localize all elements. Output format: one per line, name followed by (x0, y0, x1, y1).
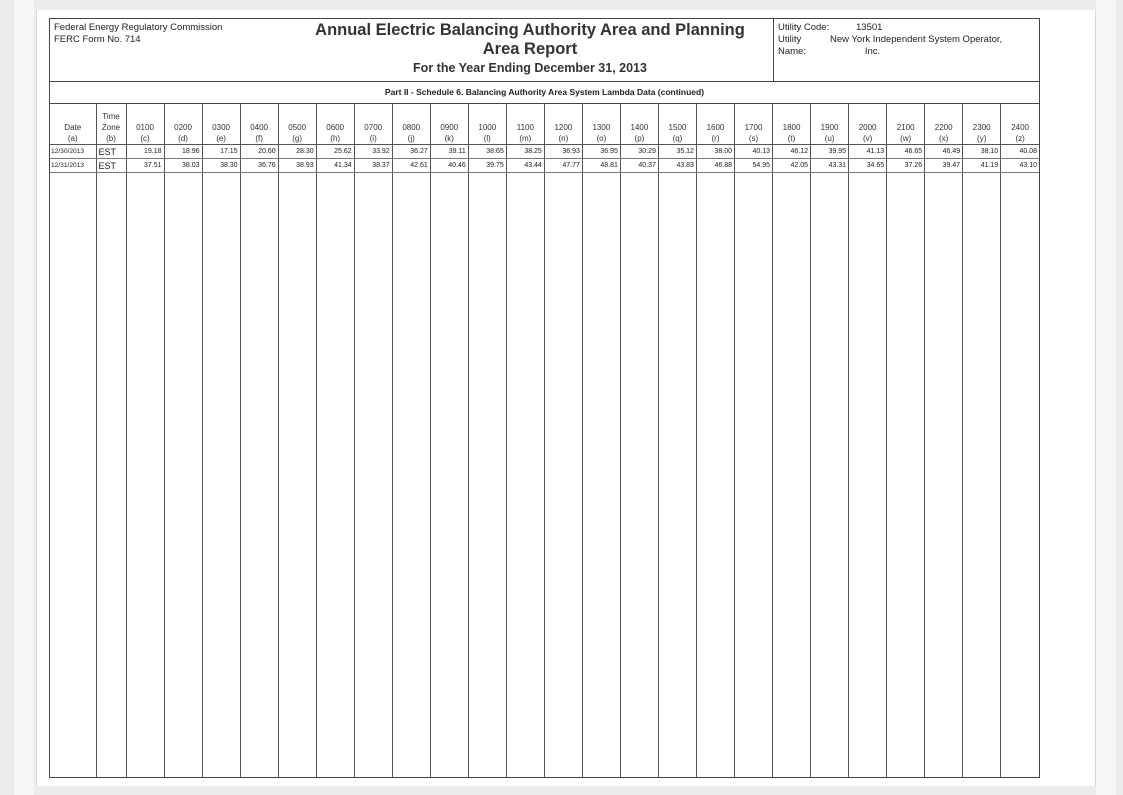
empty-cell (430, 173, 468, 779)
table-cell: EST (96, 159, 126, 173)
table-cell: 34.65 (849, 159, 887, 173)
empty-cell (811, 173, 849, 779)
table-cell: 43.10 (1001, 159, 1039, 173)
column-header-23: 2200 (x) (925, 104, 963, 145)
table-cell: 40.37 (620, 159, 658, 173)
empty-cell (278, 173, 316, 779)
column-header-9: 0800 (j) (392, 104, 430, 145)
table-cell: 46.49 (925, 145, 963, 159)
column-header-12: 1100 (m) (506, 104, 544, 145)
column-header-2: 0100 (c) (126, 104, 164, 145)
table-cell: 38.37 (354, 159, 392, 173)
empty-cell (468, 173, 506, 779)
form-header (50, 19, 1039, 82)
empty-cell (696, 173, 734, 779)
column-header-18: 1700 (s) (735, 104, 773, 145)
utility-code-row (778, 22, 1041, 34)
empty-cell (96, 173, 126, 779)
table-cell: 40.08 (1001, 145, 1039, 159)
table-cell: 36.93 (544, 145, 582, 159)
schedule-title: Part II - Schedule 6. Balancing Authority Area System Lambda Data (continued) (50, 82, 1039, 104)
table-row (50, 159, 1039, 173)
table-cell: 38.00 (696, 145, 734, 159)
table-cell: 12/30/2013 (50, 145, 96, 159)
scan-margin-left (14, 0, 34, 795)
ferc-form-frame (49, 18, 1040, 778)
table-cell: 54.95 (735, 159, 773, 173)
column-header-19: 1800 (t) (773, 104, 811, 145)
table-cell: 43.44 (506, 159, 544, 173)
report-title-line2: Area Report (482, 40, 578, 58)
report-year: For the Year Ending December 31, 2013 (413, 61, 647, 75)
table-cell: 39.75 (468, 159, 506, 173)
empty-cell (887, 173, 925, 779)
scan-margin-right (1096, 0, 1116, 795)
empty-cell (50, 173, 96, 779)
column-header-11: 1000 (l) (468, 104, 506, 145)
empty-cell (202, 173, 240, 779)
table-cell: 47.77 (544, 159, 582, 173)
utility-name-line1: New York Independent System Operator, (830, 34, 1003, 45)
empty-cell (392, 173, 430, 779)
empty-cell (925, 173, 963, 779)
table-cell: 39.47 (925, 159, 963, 173)
table-cell: 39.11 (430, 145, 468, 159)
table-cell: 18.96 (164, 145, 202, 159)
report-title-line1: Annual Electric Balancing Authority Area and Planning (315, 21, 745, 39)
column-header-22: 2100 (w) (887, 104, 925, 145)
report-title-block (270, 21, 790, 77)
table-cell: 38.25 (506, 145, 544, 159)
empty-cell (354, 173, 392, 779)
column-header-8: 0700 (i) (354, 104, 392, 145)
column-header-0: Date (a) (50, 104, 96, 145)
column-header-21: 2000 (v) (849, 104, 887, 145)
table-cell: 41.13 (849, 145, 887, 159)
table-cell: 35.12 (658, 145, 696, 159)
utility-block (773, 19, 1041, 81)
column-header-25: 2400 (z) (1001, 104, 1039, 145)
utility-name-line2: Inc. (864, 46, 881, 57)
table-cell: 19.18 (126, 145, 164, 159)
empty-cell (735, 173, 773, 779)
table-cell: 37.51 (126, 159, 164, 173)
column-header-24: 2300 (y) (963, 104, 1001, 145)
agency-name: Federal Energy Regulatory Commission (54, 22, 223, 33)
table-cell: 20.60 (240, 145, 278, 159)
utility-code-value: 13501 (856, 22, 883, 33)
empty-cell (164, 173, 202, 779)
empty-cell (620, 173, 658, 779)
column-header-6: 0500 (g) (278, 104, 316, 145)
column-header-5: 0400 (f) (240, 104, 278, 145)
table-cell: 46.88 (696, 159, 734, 173)
column-header-7: 0600 (h) (316, 104, 354, 145)
column-header-15: 1400 (p) (620, 104, 658, 145)
table-cell: 36.27 (392, 145, 430, 159)
utility-name-row (778, 34, 1041, 58)
utility-name-value (830, 34, 1020, 58)
table-cell: 33.92 (354, 145, 392, 159)
empty-cell (773, 173, 811, 779)
empty-cell (126, 173, 164, 779)
table-cell: 42.61 (392, 159, 430, 173)
empty-cell (849, 173, 887, 779)
column-header-16: 1500 (q) (658, 104, 696, 145)
empty-cell (544, 173, 582, 779)
agency-block (54, 22, 222, 46)
table-cell: 12/31/2013 (50, 159, 96, 173)
empty-filler-row (50, 173, 1039, 779)
column-header-20: 1900 (u) (811, 104, 849, 145)
table-cell: EST (96, 145, 126, 159)
empty-cell (582, 173, 620, 779)
table-cell: 36.95 (582, 145, 620, 159)
table-cell: 40.13 (735, 145, 773, 159)
table-cell: 43.31 (811, 159, 849, 173)
empty-cell (658, 173, 696, 779)
table-cell: 41.34 (316, 159, 354, 173)
empty-cell (240, 173, 278, 779)
table-cell: 38.65 (468, 145, 506, 159)
column-header-4: 0300 (e) (202, 104, 240, 145)
table-cell: 46.12 (773, 145, 811, 159)
column-header-13: 1200 (n) (544, 104, 582, 145)
table-cell: 36.76 (240, 159, 278, 173)
table-cell: 40.46 (430, 159, 468, 173)
table-cell: 39.95 (811, 145, 849, 159)
empty-cell (316, 173, 354, 779)
table-cell: 30.29 (620, 145, 658, 159)
table-cell: 17.15 (202, 145, 240, 159)
utility-name-label: Utility Name: (778, 34, 806, 57)
document-page (36, 10, 1096, 786)
lambda-data-table (50, 104, 1039, 778)
table-cell: 38.10 (963, 145, 1001, 159)
table-cell: 42.05 (773, 159, 811, 173)
table-cell: 25.62 (316, 145, 354, 159)
form-number: FERC Form No. 714 (54, 34, 141, 45)
table-cell: 48.81 (582, 159, 620, 173)
utility-code-label: Utility Code: (778, 22, 830, 33)
table-cell: 38.93 (278, 159, 316, 173)
column-header-1: Time Zone (b) (96, 104, 126, 145)
table-cell: 43.83 (658, 159, 696, 173)
column-header-row (50, 104, 1039, 145)
column-header-17: 1600 (r) (696, 104, 734, 145)
empty-cell (506, 173, 544, 779)
column-header-3: 0200 (d) (164, 104, 202, 145)
empty-cell (1001, 173, 1039, 779)
table-row (50, 145, 1039, 159)
table-cell: 38.30 (202, 159, 240, 173)
column-header-14: 1300 (o) (582, 104, 620, 145)
table-cell: 37.26 (887, 159, 925, 173)
table-cell: 28.30 (278, 145, 316, 159)
table-cell: 38.03 (164, 159, 202, 173)
table-cell: 46.65 (887, 145, 925, 159)
table-cell: 41.19 (963, 159, 1001, 173)
column-header-10: 0900 (k) (430, 104, 468, 145)
empty-cell (963, 173, 1001, 779)
